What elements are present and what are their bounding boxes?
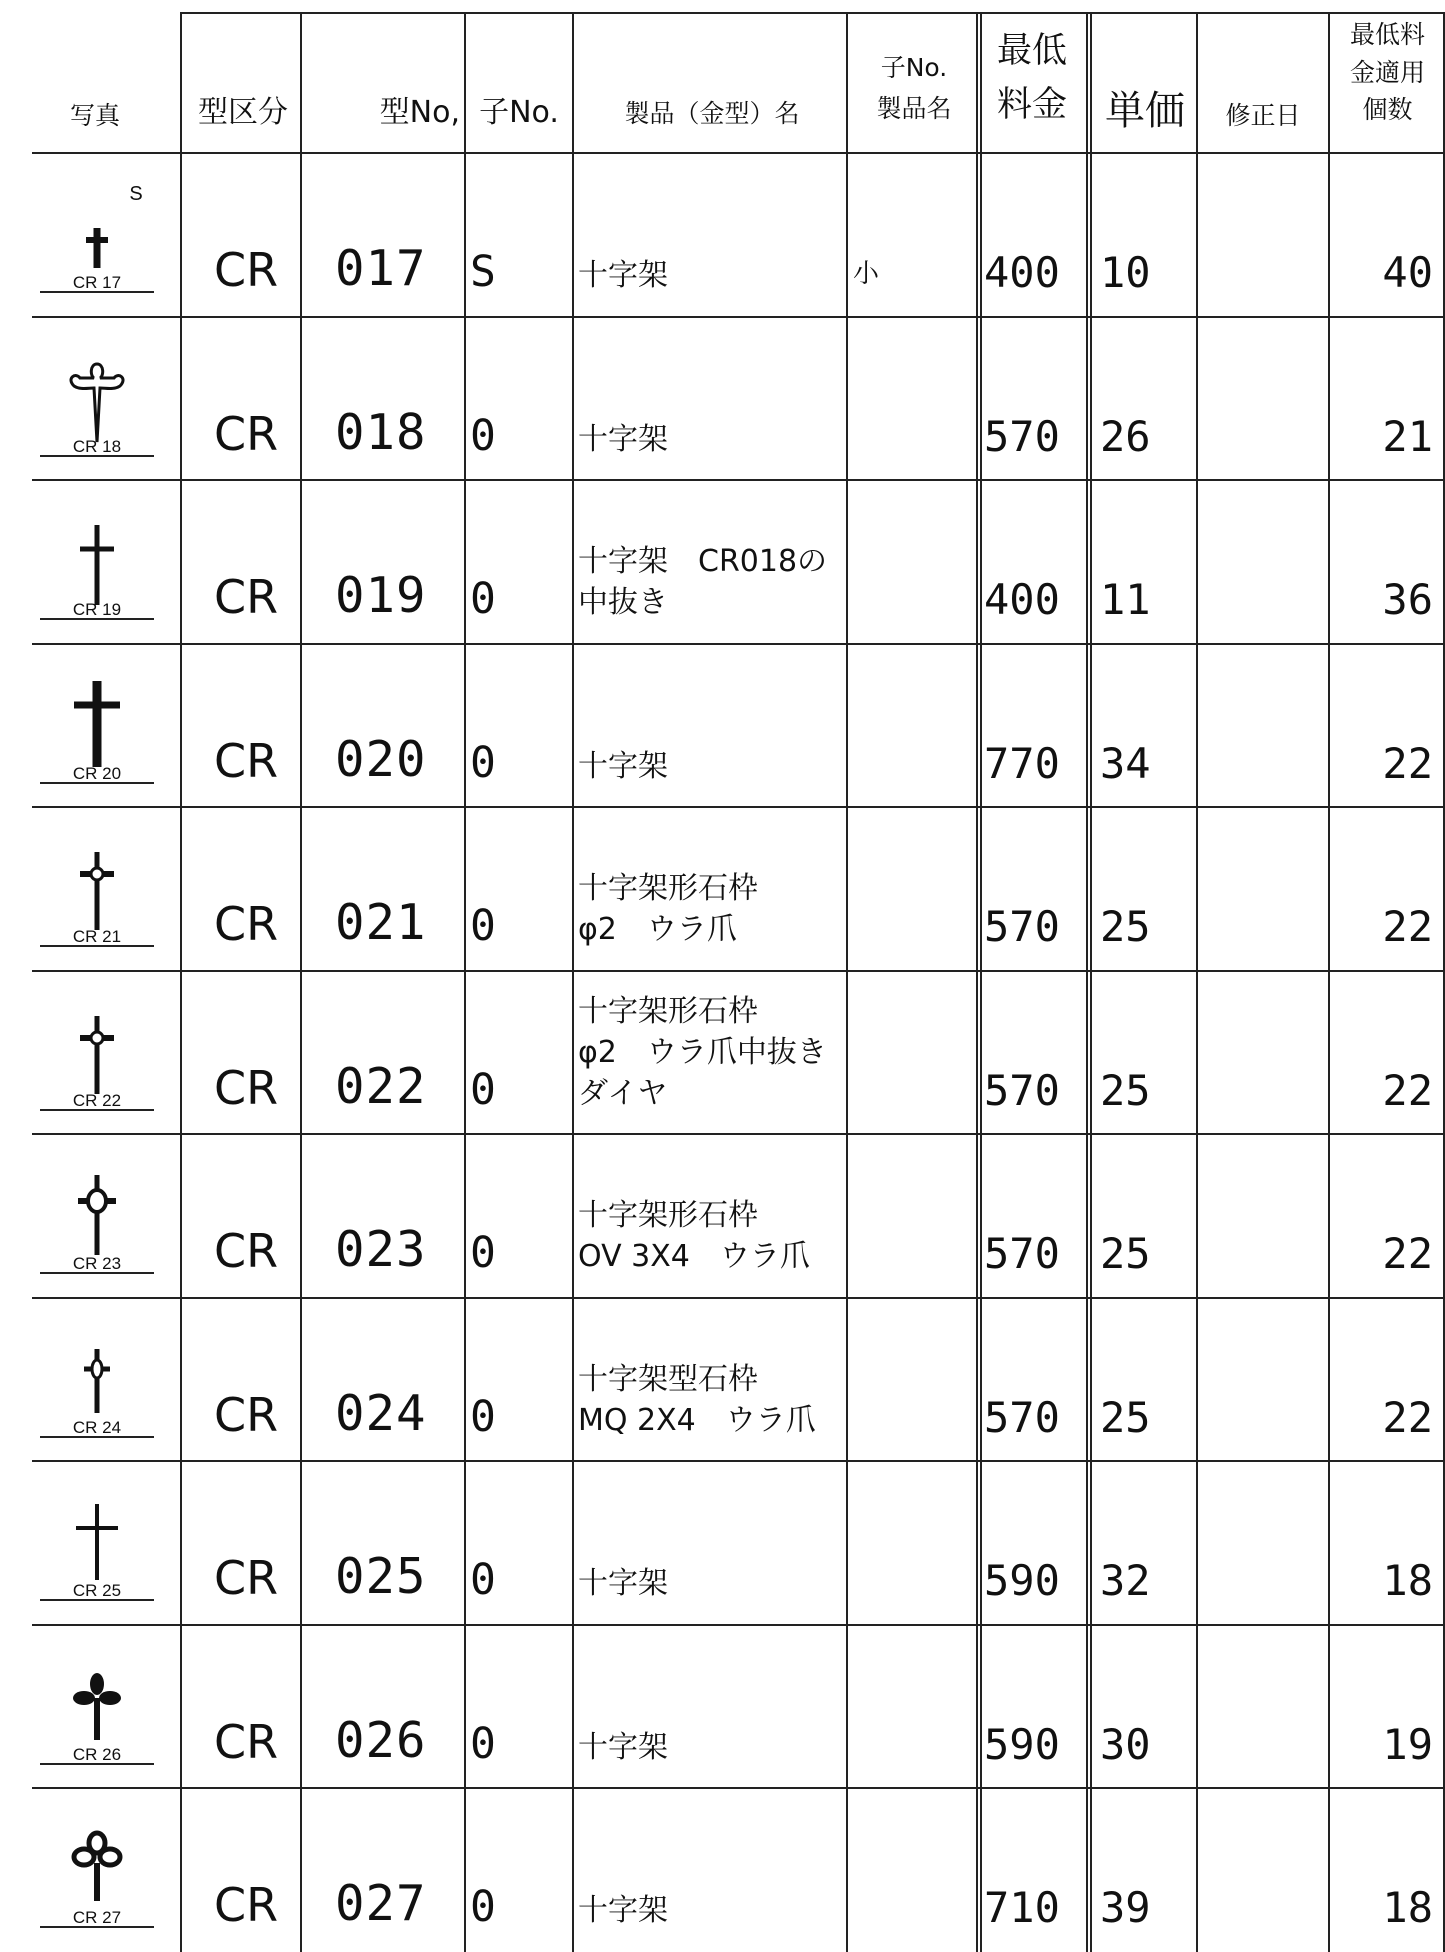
photo-label: CR 17 — [72, 273, 122, 292]
type-no-cell: 025 — [335, 1548, 427, 1605]
unit-price-cell: 32 — [1100, 1556, 1151, 1605]
unit-price-cell: 11 — [1100, 575, 1151, 624]
col-divider-min-fee — [1086, 12, 1092, 1952]
sub-no-cell: 0 — [470, 410, 496, 461]
min-qty-cell: 22 — [1382, 738, 1433, 788]
category-cell: CR — [214, 733, 279, 788]
header-category — [184, 94, 302, 132]
category-cell: CR — [214, 1387, 279, 1442]
cross-stone-setting-icon — [36, 822, 158, 960]
product-name-cell — [578, 420, 843, 461]
table-row — [0, 1135, 1445, 1298]
sub-name-cell: 小 — [853, 259, 880, 289]
product-name-line1: 十字架形石枠 — [578, 1198, 758, 1234]
col-divider-unit-price — [1196, 12, 1198, 1952]
header-min-qty — [1330, 16, 1445, 129]
min-fee-cell: 590 — [984, 1719, 1060, 1769]
sub-no-cell: 0 — [470, 1064, 496, 1115]
product-photo — [36, 1803, 158, 1941]
header-min-qty-line1: 最低料 — [1349, 20, 1425, 49]
product-photo — [36, 168, 158, 306]
min-fee-cell: 570 — [984, 411, 1060, 461]
type-no-cell: 019 — [335, 567, 427, 624]
product-name-line1: 十字架 — [578, 258, 668, 294]
min-fee-cell: 770 — [984, 738, 1060, 788]
product-name-line2: φ2 ウラ爪 — [578, 912, 737, 948]
sub-no-cell: 0 — [470, 737, 496, 788]
product-name-cell — [578, 869, 843, 951]
min-fee-cell: 570 — [984, 1229, 1060, 1278]
cross-thin-icon — [36, 495, 158, 633]
header-sub-no — [466, 94, 572, 132]
photo-label: CR 21 — [72, 927, 122, 946]
cross-bold-icon — [36, 659, 158, 797]
min-qty-cell: 22 — [1382, 902, 1433, 951]
photo-size-mark: S — [129, 183, 143, 205]
product-name-line2: 中抜き — [578, 585, 668, 621]
header-sub-name-line1: 子No. — [880, 53, 948, 82]
header-product-name — [578, 98, 846, 129]
min-qty-cell: 21 — [1382, 411, 1433, 461]
category-cell: CR — [214, 1714, 279, 1769]
table-row — [0, 1299, 1445, 1462]
col-divider-category — [300, 12, 302, 1952]
min-fee-cell: 710 — [984, 1883, 1060, 1932]
type-no-cell: 017 — [335, 240, 427, 297]
product-photo — [36, 332, 158, 470]
cross-clover-icon — [36, 1803, 158, 1941]
cross-slim-icon — [36, 1476, 158, 1614]
header-bottom-border — [32, 152, 1445, 154]
header-revised — [1200, 100, 1326, 131]
cross-ornate-icon — [36, 332, 158, 470]
header-unit-price — [1094, 86, 1196, 136]
product-name-cell — [578, 992, 843, 1114]
type-no-cell: 023 — [335, 1221, 427, 1278]
product-name-line1: 十字架 — [578, 421, 668, 457]
sub-no-cell: 0 — [470, 574, 496, 624]
sub-no-cell: 0 — [470, 1391, 496, 1442]
product-photo — [36, 1476, 158, 1614]
table-row — [0, 318, 1445, 481]
product-name-cell — [578, 256, 843, 297]
table-row — [0, 1789, 1445, 1952]
category-cell: CR — [214, 1551, 279, 1605]
unit-price-cell: 25 — [1100, 1229, 1151, 1278]
product-photo — [36, 1149, 158, 1287]
product-name-line1: 十字架型石枠 — [578, 1361, 758, 1397]
category-cell: CR — [214, 1224, 279, 1278]
product-name-line1: 十字架 — [578, 1893, 668, 1929]
photo-label: CR 19 — [72, 600, 122, 619]
product-name-cell — [578, 1891, 843, 1932]
category-cell: CR — [214, 243, 279, 297]
product-photo — [36, 495, 158, 633]
product-photo — [36, 822, 158, 960]
table-row — [0, 645, 1445, 808]
product-name-line1: 十字架 — [578, 748, 668, 784]
cross-marquise-setting-icon — [36, 1313, 158, 1451]
min-fee-cell: 570 — [984, 1065, 1060, 1115]
header-min-fee — [982, 30, 1082, 128]
min-qty-cell: 22 — [1382, 1065, 1433, 1115]
unit-price-cell: 10 — [1100, 248, 1151, 297]
min-qty-cell: 18 — [1382, 1883, 1433, 1932]
min-qty-cell: 18 — [1382, 1556, 1433, 1605]
table-row — [0, 808, 1445, 971]
header-product-name-label: 製品（金型）名 — [624, 99, 800, 128]
header-top-border — [180, 12, 1445, 14]
category-cell: CR — [214, 406, 279, 461]
header-min-fee-line1: 最低 — [996, 31, 1067, 71]
type-no-cell: 020 — [335, 730, 427, 788]
header-sub-no-label: 子No. — [479, 95, 559, 130]
product-name-line1: 十字架 — [578, 1729, 668, 1765]
category-cell: CR — [214, 1878, 279, 1932]
cross-petal-icon — [36, 1640, 158, 1778]
cross-small-icon — [36, 168, 158, 306]
type-no-cell: 021 — [335, 894, 427, 951]
product-photo — [36, 986, 158, 1124]
product-name-cell — [578, 1728, 843, 1769]
product-name-line1: 十字架形石枠 — [578, 871, 758, 907]
unit-price-cell: 39 — [1100, 1883, 1151, 1932]
table-row — [0, 972, 1445, 1135]
min-fee-cell: 570 — [984, 902, 1060, 951]
col-divider-type-no — [464, 12, 466, 1952]
sub-no-cell: 0 — [470, 1555, 496, 1605]
table-row — [0, 1462, 1445, 1625]
photo-label: CR 24 — [72, 1417, 122, 1437]
sub-no-cell: 0 — [470, 1718, 496, 1769]
cross-oval-setting-icon — [36, 1149, 158, 1287]
header-sub-name-line2: 製品名 — [876, 94, 952, 124]
photo-label: CR 27 — [72, 1908, 122, 1927]
product-name-line2: OV 3X4 ウラ爪 — [578, 1239, 810, 1275]
product-name-line3: ダイヤ — [578, 1075, 668, 1111]
header-sub-name — [852, 52, 976, 125]
photo-label: CR 18 — [72, 436, 122, 456]
col-divider-product-name — [846, 12, 848, 1952]
product-name-line1: 十字架形石枠 — [578, 994, 758, 1030]
type-no-cell: 022 — [335, 1057, 427, 1115]
min-qty-cell: 36 — [1382, 575, 1433, 624]
table-row — [0, 154, 1445, 317]
min-qty-cell: 19 — [1382, 1719, 1433, 1769]
type-no-cell: 018 — [335, 403, 427, 461]
category-cell: CR — [214, 1060, 279, 1115]
product-name-cell — [578, 1360, 843, 1442]
product-photo — [36, 1640, 158, 1778]
type-no-cell: 024 — [335, 1384, 427, 1442]
min-fee-cell: 570 — [984, 1392, 1060, 1442]
photo-label: CR 23 — [72, 1254, 122, 1273]
type-no-cell: 026 — [335, 1711, 427, 1769]
photo-label: CR 26 — [72, 1744, 122, 1764]
product-name-cell — [578, 1564, 843, 1605]
photo-label: CR 20 — [72, 763, 122, 783]
header-min-fee-line2: 料金 — [996, 84, 1067, 125]
product-name-line1: 十字架 CR018の — [578, 544, 828, 580]
photo-label: CR 22 — [72, 1090, 122, 1110]
product-name-cell — [578, 1196, 843, 1278]
cross-stone-setting-icon — [36, 986, 158, 1124]
header-unit-price-label: 単価 — [1105, 88, 1185, 134]
category-cell: CR — [214, 570, 279, 624]
header-min-qty-line3: 個数 — [1362, 95, 1413, 124]
col-divider-sub-name — [976, 12, 982, 1952]
sub-no-cell: 0 — [470, 901, 496, 951]
sub-no-cell: S — [470, 247, 496, 297]
col-divider-photo — [180, 12, 182, 1952]
product-name-line2: MQ 2X4 ウラ爪 — [578, 1402, 816, 1438]
header-type-no — [330, 94, 460, 132]
header-min-qty-line2: 金適用 — [1349, 57, 1425, 87]
min-fee-cell: 400 — [984, 248, 1060, 297]
header-type-no-label: 型No, — [379, 95, 460, 130]
header-photo-label: 写真 — [69, 101, 120, 130]
photo-label: CR 25 — [72, 1581, 122, 1600]
header-category-label: 型区分 — [198, 95, 288, 130]
unit-price-cell: 25 — [1100, 1392, 1151, 1442]
unit-price-cell: 26 — [1100, 411, 1151, 461]
product-photo — [36, 659, 158, 797]
min-qty-cell: 40 — [1382, 248, 1433, 297]
sub-no-cell: 0 — [470, 1882, 496, 1932]
min-fee-cell: 400 — [984, 575, 1060, 624]
type-no-cell: 027 — [335, 1875, 427, 1932]
header-photo — [40, 100, 150, 131]
min-fee-cell: 590 — [984, 1556, 1060, 1605]
table-row — [0, 1626, 1445, 1789]
product-name-cell — [578, 747, 843, 788]
unit-price-cell: 25 — [1100, 1065, 1151, 1115]
product-photo — [36, 1313, 158, 1451]
product-name-line1: 十字架 — [578, 1566, 668, 1602]
min-qty-cell: 22 — [1382, 1229, 1433, 1278]
unit-price-cell: 25 — [1100, 902, 1151, 951]
unit-price-cell: 30 — [1100, 1719, 1151, 1769]
min-qty-cell: 22 — [1382, 1392, 1433, 1442]
header-revised-label: 修正日 — [1225, 101, 1301, 130]
product-name-cell — [578, 542, 843, 624]
sub-no-cell: 0 — [470, 1228, 496, 1278]
product-name-line2: φ2 ウラ爪中抜き — [578, 1034, 827, 1070]
col-divider-sub-no — [572, 12, 574, 1952]
table-row — [0, 481, 1445, 644]
category-cell: CR — [214, 897, 279, 951]
col-divider-revised — [1328, 12, 1330, 1952]
unit-price-cell: 34 — [1100, 738, 1151, 788]
